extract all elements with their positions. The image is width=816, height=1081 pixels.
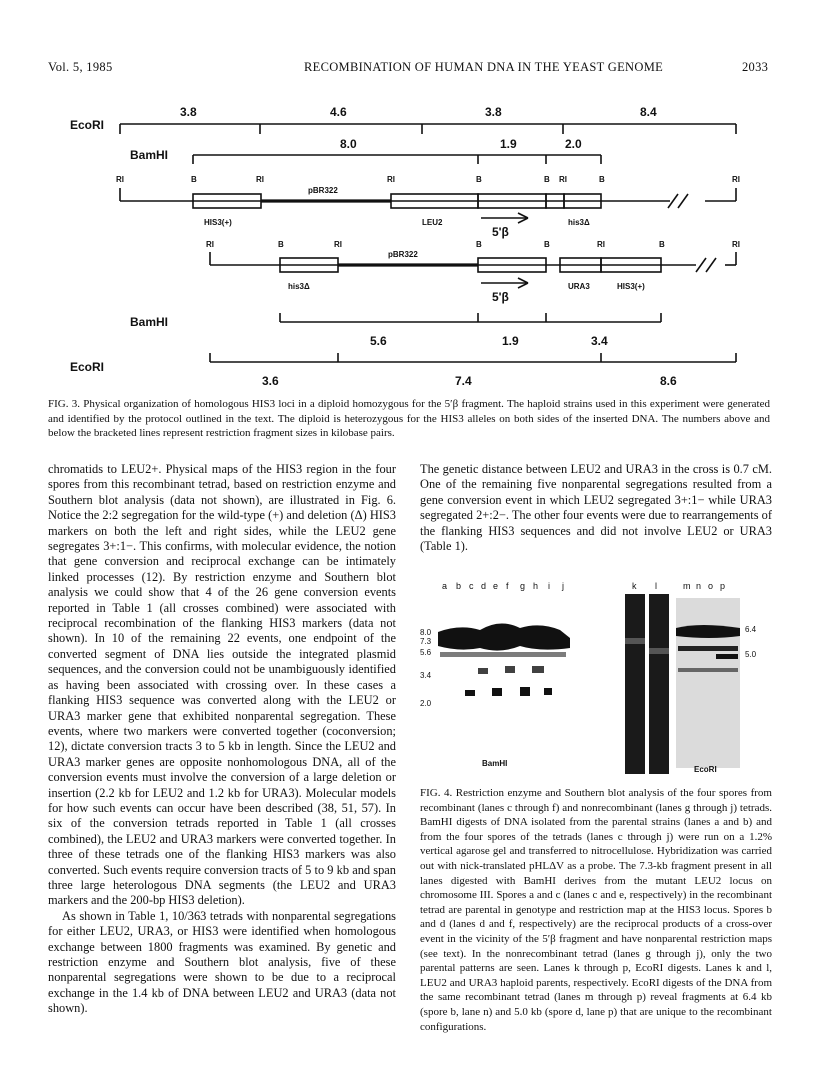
chr1-site-b-3: B (544, 175, 550, 184)
marker-5-6: 5.6 (420, 648, 432, 657)
marker-5-0: 5.0 (745, 650, 757, 659)
marker-2-0: 2.0 (420, 699, 432, 708)
chr1-label-his3-wt: HIS3(+) (204, 218, 232, 227)
ecori-top-size-1: 3.8 (180, 105, 197, 119)
marker-7-3: 7.3 (420, 637, 432, 646)
bamhi-bottom-label: BamHI (130, 315, 169, 329)
ecori-bottom-label: EcoRI (70, 360, 105, 374)
ecori-bottom-size-3: 8.6 (660, 374, 677, 388)
chr2-site-ri-3: RI (597, 240, 605, 249)
chr1-site-b-1: B (191, 175, 197, 184)
bamhi-bottom-size-3: 3.4 (591, 334, 608, 348)
chr1-site-b-2: B (476, 175, 482, 184)
ecori-bottom-size-2: 7.4 (455, 374, 472, 388)
chr2-label-his3-delta: his3Δ (288, 282, 310, 291)
lane-b: b (456, 581, 462, 591)
bamhi-top-size-1: 8.0 (340, 137, 357, 151)
bamhi-gel-label: BamHI (482, 759, 508, 768)
figure3-caption: FIG. 3. Physical organization of homologous HIS3 loci in a diploid homozygous for the 5′β fragment. The haploid strains used in this experiment were generated and identified by the protocol outlined in the text. The diploid is heterozygous for the HIS3 alleles on both sides of the inserted DNA. The numbers above and below the bracketed lines represent restriction fragment sizes in kilobase pairs. (48, 398, 770, 440)
lane-p: p (720, 581, 726, 591)
marker-8-0: 8.0 (420, 628, 432, 637)
chr1-site-b-4: B (599, 175, 605, 184)
marker-6-4: 6.4 (745, 625, 757, 634)
lane-e: e (493, 581, 499, 591)
chr1-site-ri-1: RI (116, 175, 124, 184)
chr1-label-leu2: LEU2 (422, 218, 443, 227)
figure4-southern-blot (420, 578, 772, 778)
lane-h: h (533, 581, 539, 591)
chr2-site-ri-2: RI (334, 240, 342, 249)
ecori-gel-label: EcoRI (694, 765, 717, 774)
chr2-label-ura3: URA3 (568, 282, 590, 291)
chr1-label-his3-delta: his3Δ (568, 218, 590, 227)
figure4-caption: FIG. 4. Restriction enzyme and Southern blot analysis of the four spores from recombinant (lanes c through f) and nonrecombinant (lanes g through j) tetrads. BamHI digests of DNA isolated from the parental strains (lanes a and b) and from the four spores of the tetrads (lanes c through j) were run on a 1.2% vertical agarose gel and transferred to nitrocellulose. Hybridization was carried out with nick-translated pHLΔV as a probe. The 7.3-kb fragment present in all lanes digested with BamHI derives from the mutant LEU2 locus on chromosome III. Spores a and c (lanes c and e, respectively) in the recombinant tetrad are parental in genotype and restriction map at the HIS3 locus. Spores b and d (lanes d and f, respectively) are the reciprocal products of a cross-over event in the vicinity of the 5′β fragment and have nonparental restriction maps (see text). In the nonrecombinant tetrad (lanes g through j), only the two parental patterns are seen. Lanes k through p, EcoRI digests. Lanes k and l, LEU2 and URA3 haploid parents, respectively. EcoRI digests of the DNA from the same recombinant tetrad (lanes m through p) reveal fragments at 6.4 kb (spore b, lane n) and 5.0 kb (spore d, lane p) that are unique to the recombinant configurations. (420, 787, 772, 1033)
chr1-site-ri-5: RI (732, 175, 740, 184)
ecori-bottom-size-1: 3.6 (262, 374, 279, 388)
lane-g: g (520, 581, 526, 591)
chr2-site-b-2: B (476, 240, 482, 249)
chr1-site-ri-4: RI (559, 175, 567, 184)
chr1-label-5prime-beta: 5'β (492, 225, 509, 239)
bamhi-top-size-3: 2.0 (565, 137, 582, 151)
lane-j: j (562, 581, 564, 591)
chr1-label-pbr322: pBR322 (308, 186, 338, 195)
ecori-top-size-3: 3.8 (485, 105, 502, 119)
ecori-top-size-2: 4.6 (330, 105, 347, 119)
lane-c: c (469, 581, 474, 591)
chr2-site-b-3: B (544, 240, 550, 249)
lane-l: l (655, 581, 657, 591)
left-column (48, 462, 396, 1017)
chr2-label-his3-wt: HIS3(+) (617, 282, 645, 291)
left-paragraph-1: chromatids to LEU2+. Physical maps of the HIS3 region in the four spores from this recombinant tetrad, based on restriction enzyme and Southern blot analysis (data not shown), are illustrated in Fig. 6. Notice the 2:2 segregation for the wild-type (+) and deletion (Δ) HIS3 markers on both the left and right sides, while the LEU2 gene segregates 3+:1−. This confirms, with molecular evidence, the notion that gene conversion and reciprocal exchange can be intimately linked processes (12). By restriction enzyme and Southern blot analysis we could show that 4 of the 26 gene conversion events reported in Table 1 (all crosses combined) were associated with reciprocal recombination of the flanking HIS3 markers (data not shown). In 10 of the remaining 22 events, one endpoint of the converted segment of DNA lies outside the integrated plasmid sequences, and the conversion could not be unambiguously identified as having been associated with crossing over. In these cases a flanking HIS3 sequence was converted along with the LEU2 or URA3 marker gene that exhibited nonparental segregation. These events, where two markers were converted together (coconversion; 12), dictate conversion tracts 3 to 5 kb in length. Since the LEU2 and URA3 marker genes are opposite nonhomologous DNA, all of the conversion events must involve the conversion of a large deletion or insertion (2.2 kb for LEU2 and 1.2 kb for URA3). Molecular models for how such events can occur have been described (38, 51, 57). In six of the conversion tetrads reported in Table 1 (all crosses combined), the LEU2 and URA3 markers were converted together. In three of these tetrads one of the flanking HIS3 markers was also converted. Such events require conversion tracts of 5 to 9 kb and span three large heterologous DNA segments (the LEU2 and URA3 markers and the 200-bp HIS3 deletion). (48, 462, 396, 908)
ecori-top-size-4: 8.4 (640, 105, 657, 119)
volume-label: Vol. 5, 1985 (48, 60, 113, 74)
marker-3-4: 3.4 (420, 671, 432, 680)
lane-k: k (632, 581, 637, 591)
running-title: RECOMBINATION OF HUMAN DNA IN THE YEAST GENOME (304, 60, 664, 74)
left-paragraph-2: As shown in Table 1, 10/363 tetrads with nonparental segregations for either LEU2, URA3, or HIS3 were identified when homologous exchange between 1800 fragments was examined. By genetic and restriction enzyme and Southern blot analysis, five of these nonparental segregations were shown to be due to a reciprocal exchange in the 1.4 kb of DNA between LEU2 and URA3 (data not shown). (48, 908, 396, 1016)
chr2-site-b-4: B (659, 240, 665, 249)
right-paragraph-1: The genetic distance between LEU2 and URA3 in the cross is 0.7 cM. One of the remaining five nonparental segregations resulted from a gene conversion event in which LEU2 segregated 3+:1− while URA3 segregated 2+:2−. The other four events were due to rearrangements of the flanking HIS3 sequences and did not involve LEU2 or URA3 (Table 1). (420, 462, 772, 554)
chr2-site-b-1: B (278, 240, 284, 249)
lane-i: i (548, 581, 550, 591)
lane-m: m (683, 581, 691, 591)
ecori-top-label: EcoRI (70, 118, 105, 132)
chr1-site-ri-2: RI (256, 175, 264, 184)
bamhi-top-size-2: 1.9 (500, 137, 517, 151)
chr2-label-5prime-beta: 5'β (492, 290, 509, 304)
bamhi-top-label: BamHI (130, 148, 169, 162)
bamhi-bottom-size-2: 1.9 (502, 334, 519, 348)
bamhi-bottom-size-1: 5.6 (370, 334, 387, 348)
lane-a: a (442, 581, 448, 591)
figure3-restriction-map (50, 100, 770, 390)
chr2-site-ri-1: RI (206, 240, 214, 249)
lane-n: n (696, 581, 702, 591)
page-number: 2033 (742, 60, 769, 74)
right-column (420, 462, 772, 554)
chr2-site-ri-4: RI (732, 240, 740, 249)
lane-f: f (506, 581, 509, 591)
chr1-site-ri-3: RI (387, 175, 395, 184)
chr2-label-pbr322: pBR322 (388, 250, 418, 259)
lane-d: d (481, 581, 487, 591)
lane-o: o (708, 581, 714, 591)
